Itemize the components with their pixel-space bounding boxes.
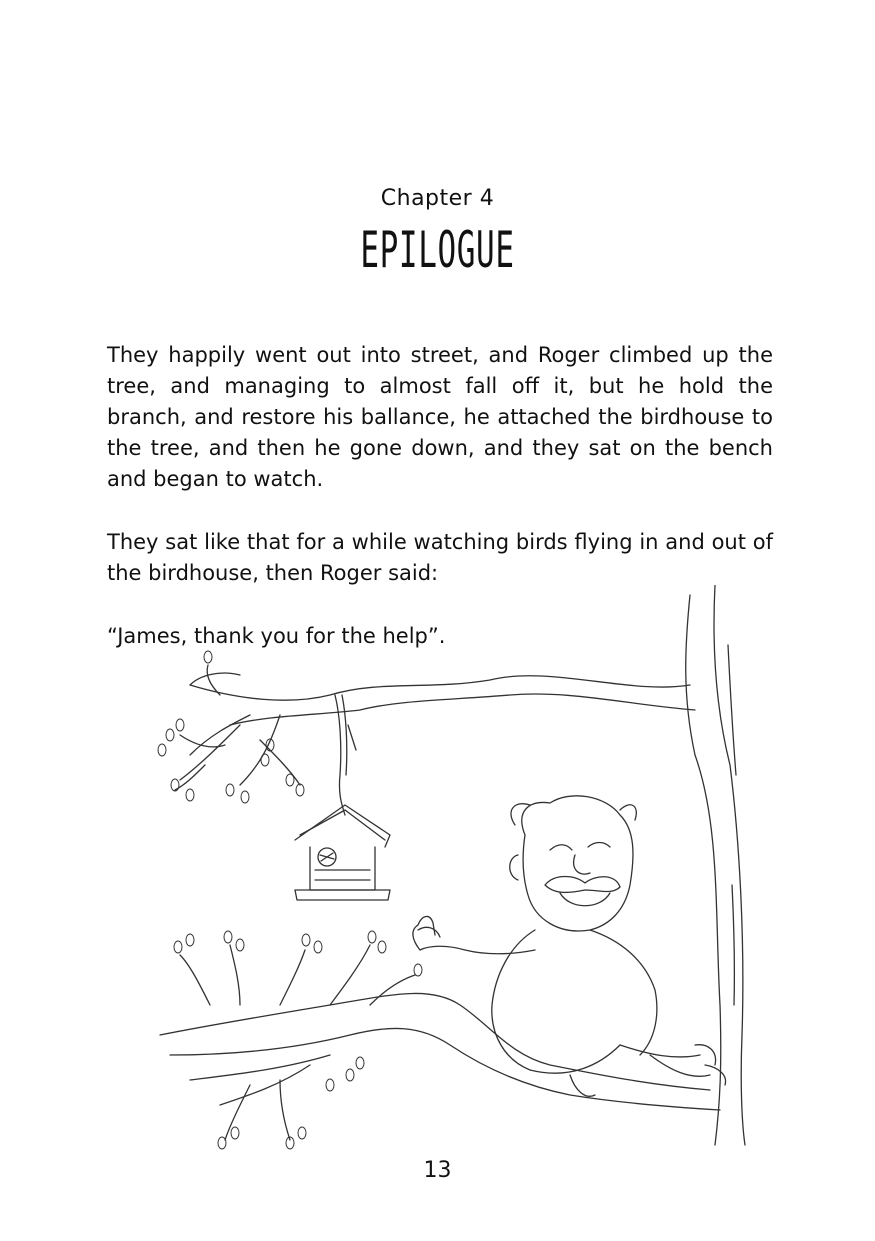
page-number: 13: [423, 1158, 452, 1183]
tree-birdhouse-illustration: [130, 585, 760, 1155]
paragraph-1: They happily went out into street, and Roger climbed up the tree, and managing to almost fall off it, but he hold the branch, and restore his ballance, he attached the birdhouse to the tree, and then he gone down, and they sat on the bench and began to watch.: [107, 343, 773, 491]
paragraph-3: “James, thank you for the help”.: [107, 624, 446, 648]
chapter-label: Chapter 4: [380, 186, 495, 211]
paragraph-2: They sat like that for a while watching birds flying in and out of the birdhouse, then Roger said:: [107, 530, 773, 585]
chapter-title: EPILOGUE: [360, 221, 515, 279]
